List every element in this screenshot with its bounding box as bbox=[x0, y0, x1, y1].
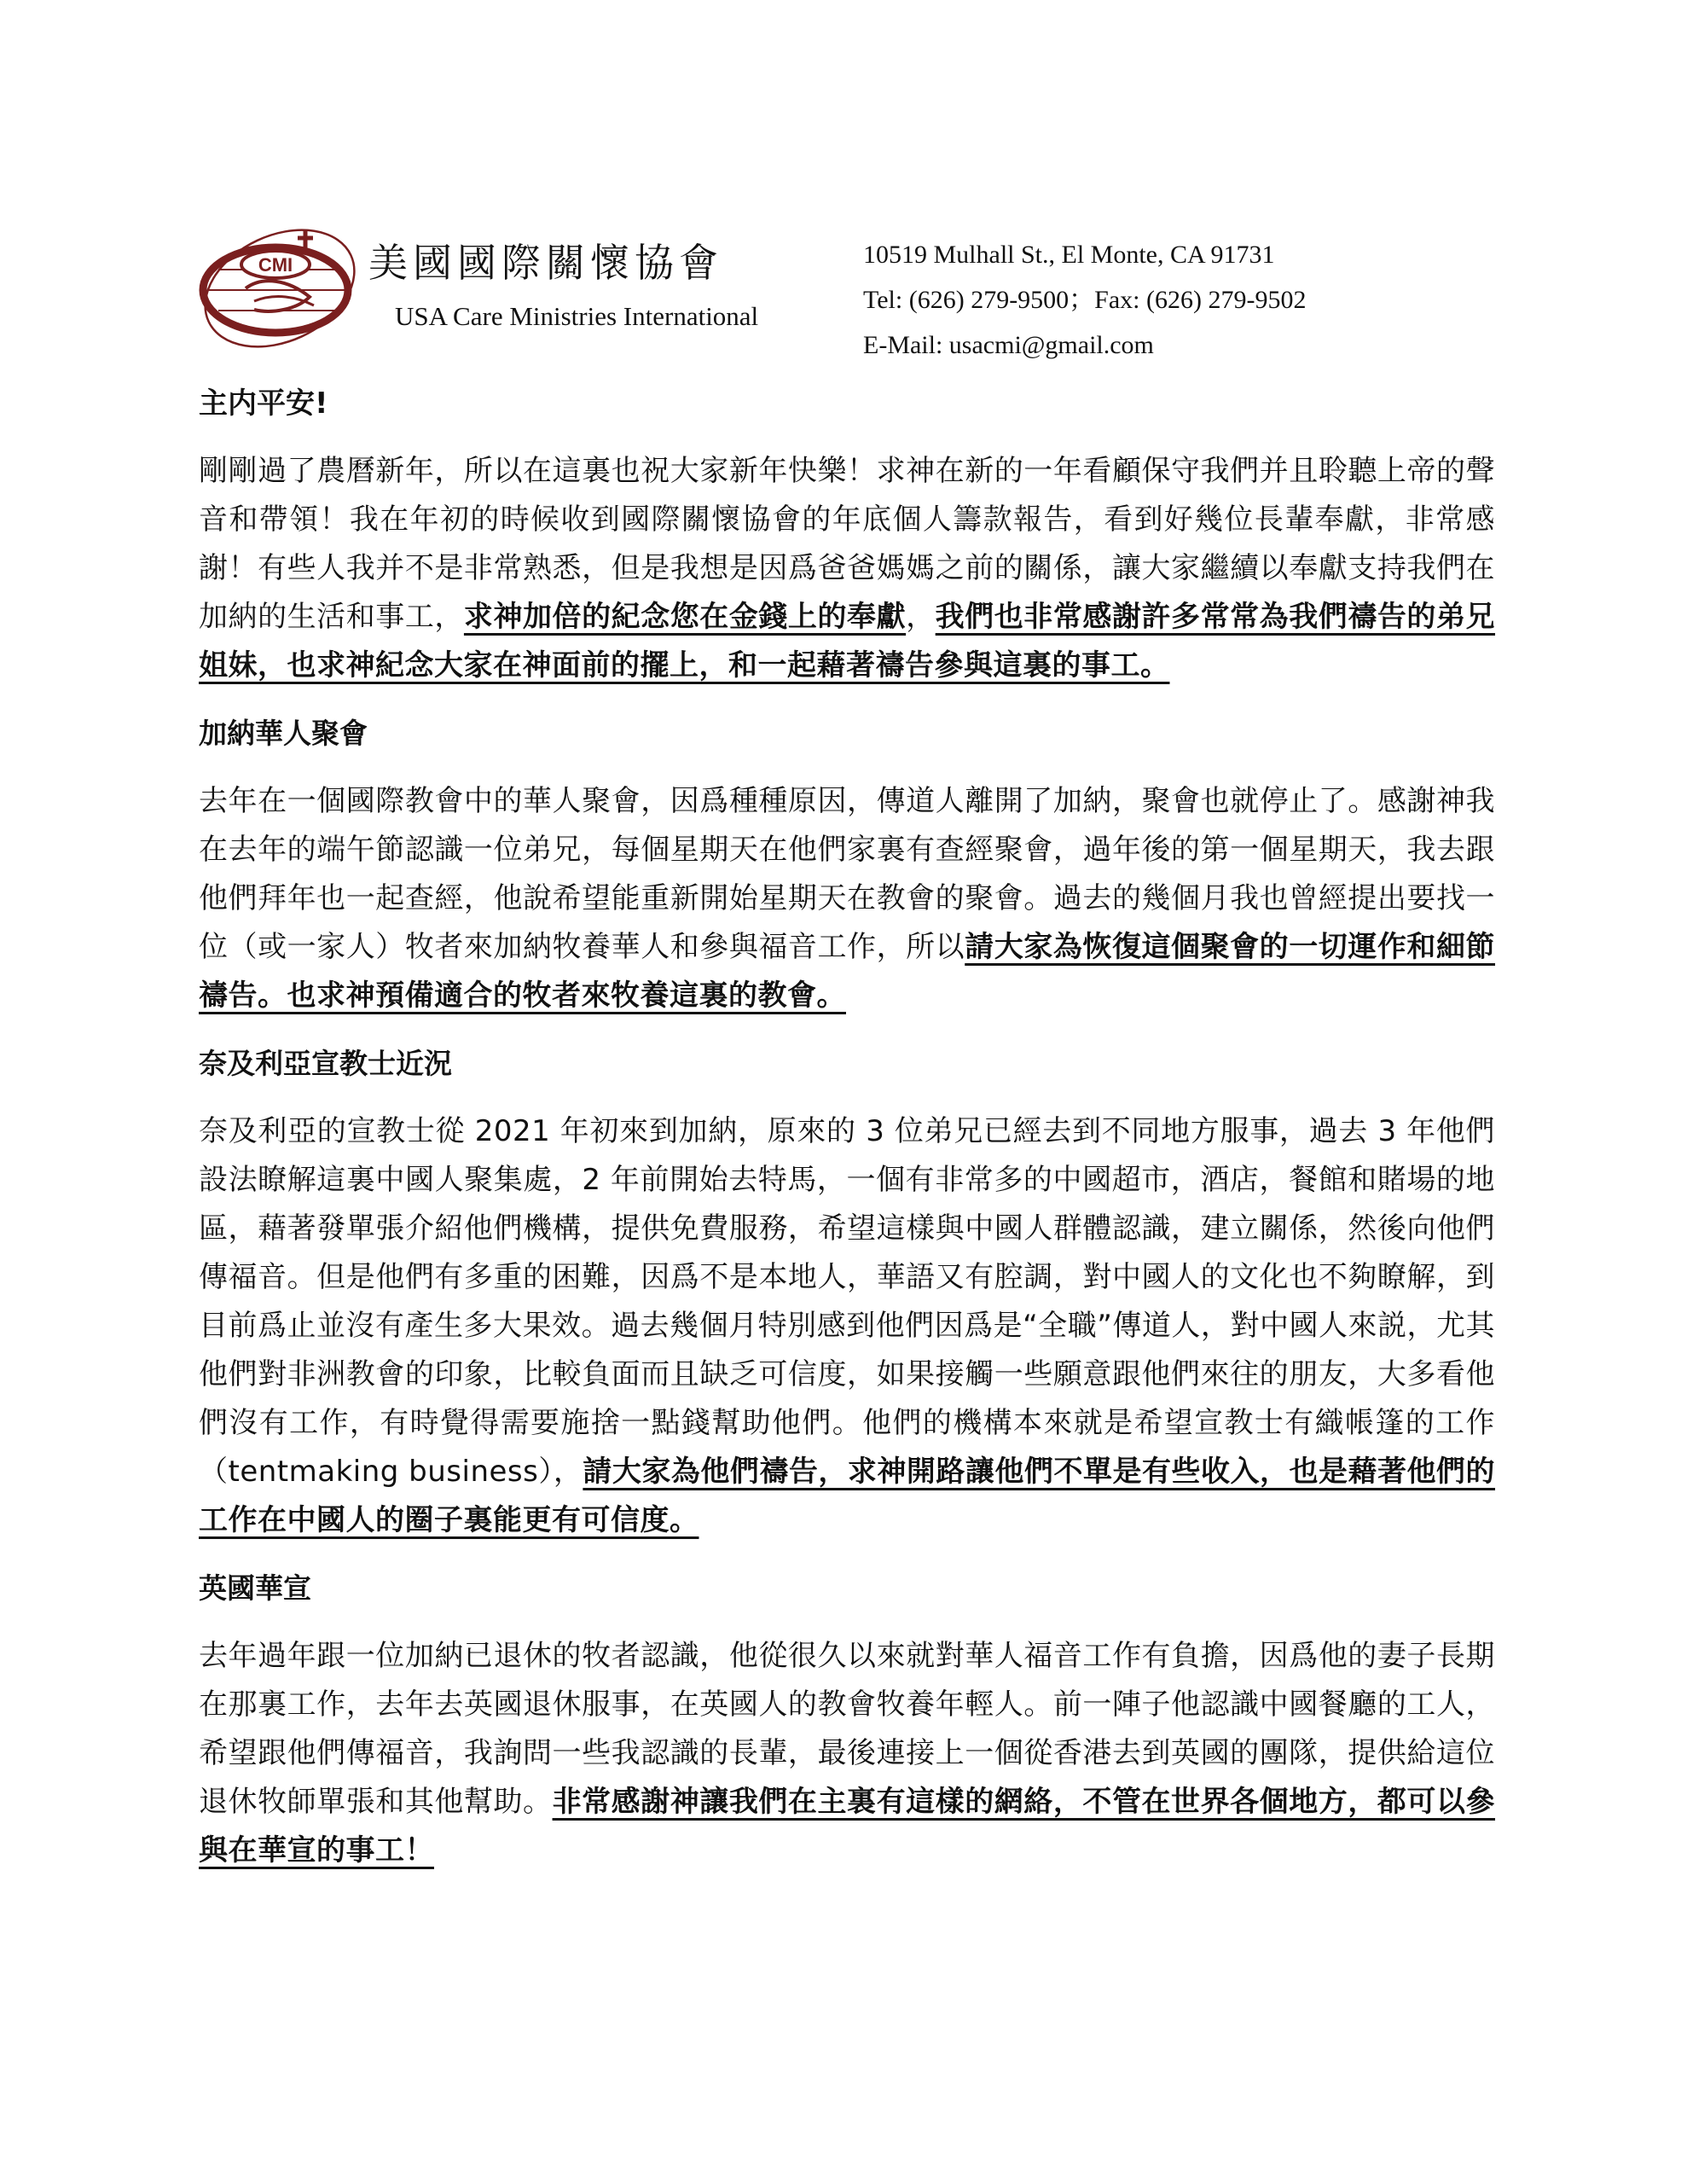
address: 10519 Mulhall St., El Monte, CA 91731 bbox=[863, 241, 1275, 269]
emphasis-segment: 非常感謝神讓我們在主裏有這樣的網絡，不管在世界各個地方，都可以參與在華宣的事工！ bbox=[199, 1785, 1496, 1867]
cmi-logo-icon bbox=[194, 229, 365, 348]
contact-block bbox=[863, 232, 1307, 368]
text-segment: 奈及利亞的宣教士從 2021 年初來到加納，原來的 3 位弟兄已經去到不同地方服事，過去 3 年他們設法瞭解這裏中國人聚集處，2 年前開始去特馬，一個有非常多的中國超市，酒店，餐館和賭場的地區，藉著發單張介紹他們機構，提供免費服務，希望這樣與中國人群體認識，建立關係，然後向他們傳福音。但是他們有多重的困難，因爲不是本地人，華語又有腔調，對中國人的文化也不夠瞭解，到目前爲止並沒有產生多大果效。過去幾個月特別感到他們因爲是“全職”傳道人，對中國人來説，尤其他們對非洲教會的印象，比較負面而且缺乏可信度，如果接觸一些願意跟他們來往的朋友，大多看他們沒有工作，有時覺得需要施捨一點錢幫助他們。他們的機構本來就是希望宣教士有織帳篷的工作（tentmaking business）， bbox=[199, 1114, 1495, 1489]
paragraph-uk-chinese-mission bbox=[199, 1632, 1495, 1875]
emphasis-segment: 我們也非常感謝許多常常為我們禱告的弟兄姐妹，也求神紀念大家在神面前的擺上，和一起藉著禱告參與這裏的事工。 bbox=[199, 600, 1496, 682]
section-title-ghana-chinese-fellowship: 加納華人聚會 bbox=[199, 717, 368, 750]
paragraph-intro bbox=[199, 447, 1495, 690]
org-name-english: USA Care Ministries International bbox=[395, 301, 759, 331]
org-name-chinese: 美國國際關懷協會 bbox=[368, 240, 723, 286]
greeting: 主内平安! bbox=[199, 386, 328, 421]
letterhead bbox=[0, 0, 1687, 367]
paragraph-nigeria-missionaries bbox=[199, 1107, 1495, 1545]
emphasis-segment: 請大家為他們禱告，求神開路讓他們不單是有些收入，也是藉著他們的工作在中國人的圈子裏能更有可信度。 bbox=[199, 1455, 1496, 1537]
text-segment: ， bbox=[906, 600, 936, 634]
emphasis-segment: 求神加倍的紀念您在金錢上的奉獻 bbox=[463, 600, 907, 634]
emphasis-segment: 請大家為恢復這個聚會的一切運作和細節禱告。也求神預備適合的牧者來牧養這裏的教會。 bbox=[199, 930, 1496, 1013]
section-title-uk-chinese-mission: 英國華宣 bbox=[199, 1571, 311, 1605]
text-segment: 去年在一個國際教會中的華人聚會，因爲種種原因，傳道人離開了加納，聚會也就停止了。感謝神我在去年的端午節認識一位弟兄，每個星期天在他們家裏有查經聚會，過年後的第一個星期天，我去跟他們拜年也一起查經，他說希望能重新開始星期天在教會的聚會。過去的幾個月我也曾經提出要找一位（或一家人）牧者來加納牧養華人和參與福音工作，所以 bbox=[199, 784, 1495, 964]
phone-fax: Tel: (626) 279-9500；Fax: (626) 279-9502 bbox=[863, 286, 1307, 314]
section-title-nigeria-missionaries: 奈及利亞宣教士近況 bbox=[199, 1047, 452, 1080]
text-segment: 剛剛過了農曆新年，所以在這裏也祝大家新年快樂！求神在新的一年看顧保守我們并且聆聽上帝的聲音和帶領！我在年初的時候收到國際關懷協會的年底個人籌款報告，看到好幾位長輩奉獻，非常感謝！有些人我并不是非常熟悉，但是我想是因爲爸爸媽媽之前的關係，讓大家繼續以奉獻支持我們在加納的生活和事工， bbox=[199, 454, 1495, 634]
paragraph-ghana-chinese-fellowship bbox=[199, 777, 1495, 1020]
email-address[interactable]: E-Mail: usacmi@gmail.com bbox=[863, 331, 1154, 359]
letter-body bbox=[199, 382, 1495, 1875]
text-segment: 去年過年跟一位加納已退休的牧者認識，他從很久以來就對華人福音工作有負擔，因爲他的妻子長期在那裏工作，去年去英國退休服事，在英國人的教會牧養年輕人。前一陣子他認識中國餐廳的工人，希望跟他們傳福音，我詢問一些我認識的長輩，最後連接上一個從香港去到英國的團隊，提供給這位退休牧師單張和其他幫助。 bbox=[199, 1639, 1495, 1819]
svg-text:CMI: CMI bbox=[258, 254, 293, 276]
